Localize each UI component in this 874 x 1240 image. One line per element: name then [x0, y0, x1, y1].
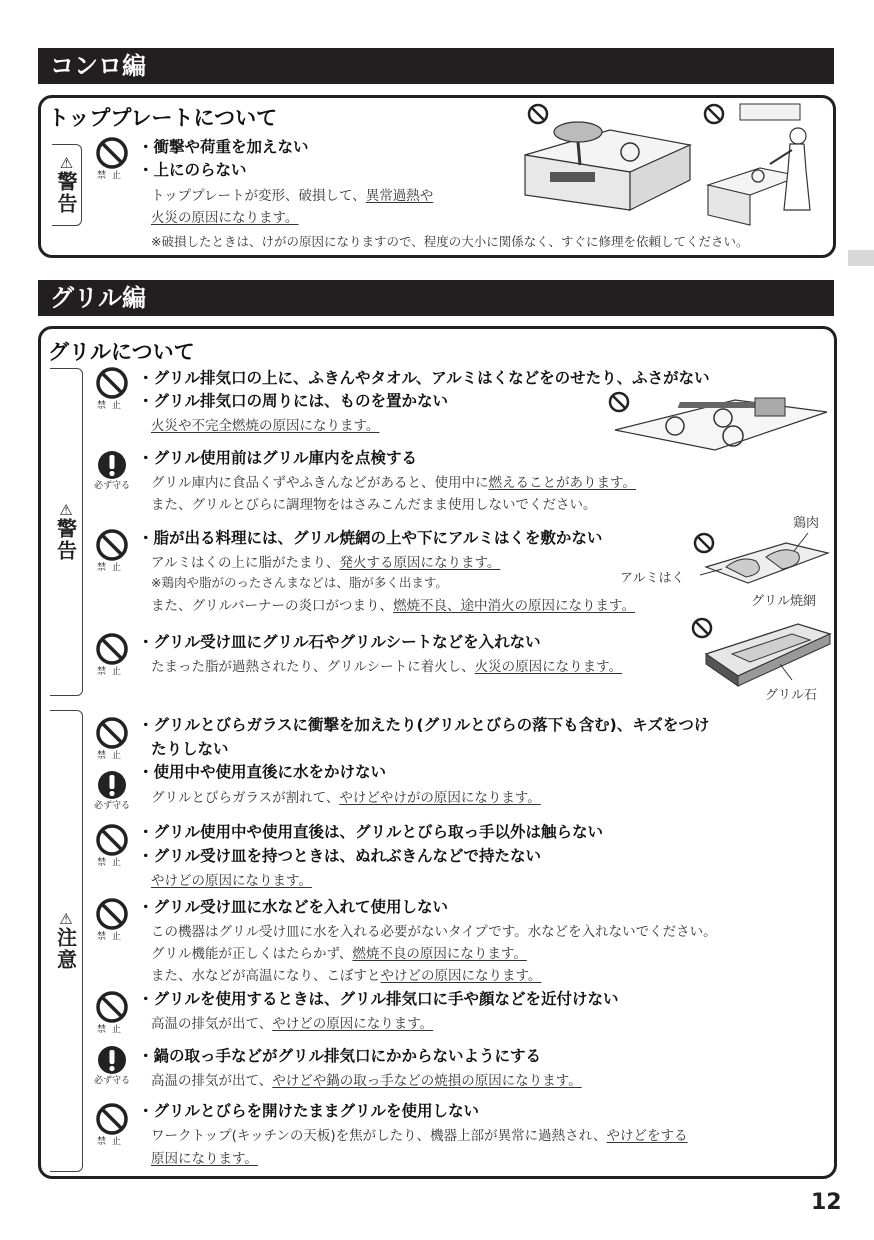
caution-c2-line1: ・使用中や使用直後に水をかけない — [138, 763, 387, 781]
caution-c3-line2: ・グリル受け皿を持つときは、ぬれぶきんなどで持たない — [138, 847, 542, 865]
label-aluminum-foil: アルミはく — [620, 571, 685, 586]
prohibited-caption: 禁止 — [96, 171, 127, 181]
grill-w3-line1: ・脂が出る料理には、グリル焼網の上や下にアルミはくを敷かない — [138, 529, 603, 547]
caution-c6-line1: ・鍋の取っ手などがグリル排気口にかからないようにする — [138, 1047, 542, 1065]
caution-c7-line1: ・グリルとびらを開けたままグリルを使用しない — [138, 1102, 480, 1120]
prohibited-caption: 禁止 — [96, 1137, 127, 1147]
section-header-konro: コンロ編 — [38, 48, 834, 84]
warning-label-tp — [52, 144, 82, 226]
label-grill-net: グリル焼網 — [751, 594, 817, 609]
tp-line2: ・上にのらない — [138, 161, 247, 179]
prohibited-icon — [90, 136, 134, 181]
caution-c3-line3: やけどの原因になります。 — [151, 873, 312, 889]
grill-w4-line2: たまった脂が過熱されたり、グリルシートに着火し、火災の原因になります。 — [151, 659, 623, 675]
prohibited-icon — [90, 1102, 134, 1147]
must-do-icon — [90, 770, 134, 811]
grill-w3-line3: ※鶏肉や脂がのったさんまなどは、脂が多く出ます。 — [151, 575, 448, 590]
grill-about-title: グリルについて — [48, 340, 195, 364]
prohibited-icon — [90, 528, 134, 573]
prohibited-caption: 禁止 — [96, 667, 127, 677]
prohibited-icon — [90, 632, 134, 677]
caution-c5-line2: 高温の排気が出て、やけどの原因になります。 — [151, 1016, 434, 1032]
warning-label-grill — [50, 368, 83, 696]
prohibited-caption: 禁止 — [96, 751, 127, 761]
prohibited-caption: 禁止 — [96, 401, 127, 411]
must-do-icon — [90, 450, 134, 491]
label-chicken: 鶏肉 — [793, 516, 820, 531]
grill-w1-line3: 火災や不完全燃焼の原因になります。 — [151, 418, 380, 434]
label-grill-stone: グリル石 — [765, 688, 818, 703]
index-tab — [848, 250, 874, 266]
prohibited-icon — [90, 990, 134, 1035]
caution-c7-line2: ワークトップ(キッチンの天板)を焦がしたり、機器上部が異常に過熱され、やけどをする — [151, 1128, 688, 1144]
must-do-icon — [90, 1045, 134, 1086]
section-header-grill: グリル編 — [38, 280, 834, 316]
prohibited-icon — [90, 716, 134, 761]
caution-c7-line3: 原因になります。 — [151, 1151, 258, 1167]
tp-line3: トッププレートが変形、破損して、異常過熱や — [151, 188, 434, 204]
grill-w2-line3: また、グリルとびらに調理物をはさみこんだまま使用しないでください。 — [151, 497, 597, 513]
prohibited-caption: 禁止 — [96, 858, 127, 868]
must-caption: 必ず守る — [93, 801, 130, 811]
person-on-cooktop-illustration — [700, 100, 828, 230]
grill-exhaust-cooktop-illustration — [605, 388, 830, 458]
tp-line1: ・衝撃や荷重を加えない — [138, 138, 309, 156]
prohibited-icon — [90, 366, 134, 411]
warning-triangle-icon: ⚠ — [59, 154, 74, 172]
top-plate-title: トッププレートについて — [48, 106, 278, 130]
prohibited-caption: 禁止 — [96, 563, 127, 573]
cooktop-pan-illustration — [520, 100, 700, 230]
caution-word: 注意 — [53, 927, 78, 971]
warning-word: 警告 — [53, 518, 78, 562]
caution-c4-line3: グリル機能が正しくはたらかず、燃焼不良の原因になります。 — [151, 946, 527, 962]
prohibited-icon — [90, 897, 134, 942]
grill-net-foil-illustration — [686, 525, 831, 595]
grill-pan-stone-illustration — [688, 614, 833, 694]
page-number: 12 — [811, 1190, 842, 1215]
grill-w2-line2: グリル庫内に食品くずやふきんなどがあると、使用中に燃えることがあります。 — [151, 475, 636, 491]
caution-triangle-icon: ⚠ — [59, 910, 73, 928]
grill-w3-line2: アルミはくの上に脂がたまり、発火する原因になります。 — [151, 555, 501, 571]
caution-c4-line4: また、水などが高温になり、こぼすとやけどの原因になります。 — [151, 968, 542, 984]
caution-c1-line2: たりしない — [151, 740, 229, 758]
tp-line4: 火災の原因になります。 — [151, 210, 299, 226]
grill-w1-line1: ・グリル排気口の上に、ふきんやタオル、アルミはくなどをのせたり、ふさがない — [138, 369, 710, 387]
tp-note: ※破損したときは、けがの原因になりますので、程度の大小に関係なく、すぐに修理を依頼してください。 — [151, 234, 749, 249]
caution-c6-line2: 高温の排気が出て、やけどや鍋の取っ手などの焼損の原因になります。 — [151, 1073, 582, 1089]
must-caption: 必ず守る — [93, 481, 130, 491]
grill-w1-line2: ・グリル排気口の周りには、ものを置かない — [138, 392, 449, 410]
warning-word: 警告 — [54, 171, 78, 215]
grill-w4-line1: ・グリル受け皿にグリル石やグリルシートなどを入れない — [138, 633, 541, 651]
caution-c4-line1: ・グリル受け皿に水などを入れて使用しない — [138, 898, 449, 916]
caution-c5-line1: ・グリルを使用するときは、グリル排気口に手や顔などを近付けない — [138, 990, 619, 1008]
prohibited-icon — [90, 823, 134, 868]
prohibited-caption: 禁止 — [96, 932, 127, 942]
caution-c1-line1: ・グリルとびらガラスに衝撃を加えたり(グリルとびらの落下も含む)、キズをつけ — [138, 716, 710, 734]
grill-w3-line4: また、グリルバーナーの炎口がつまり、燃焼不良、途中消火の原因になります。 — [151, 598, 635, 614]
grill-w2-line1: ・グリル使用前はグリル庫内を点検する — [138, 449, 418, 467]
prohibited-caption: 禁止 — [96, 1025, 127, 1035]
warning-triangle-icon: ⚠ — [59, 501, 73, 519]
caution-c2-line2: グリルとびらガラスが割れて、やけどやけがの原因になります。 — [151, 790, 541, 806]
caution-label-grill — [50, 710, 83, 1172]
caution-c3-line1: ・グリル使用中や使用直後は、グリルとびら取っ手以外は触らない — [138, 823, 604, 841]
caution-c4-line2: この機器はグリル受け皿に水を入れる必要がないタイプです。水などを入れないでください。 — [151, 924, 717, 940]
must-caption: 必ず守る — [93, 1076, 130, 1086]
